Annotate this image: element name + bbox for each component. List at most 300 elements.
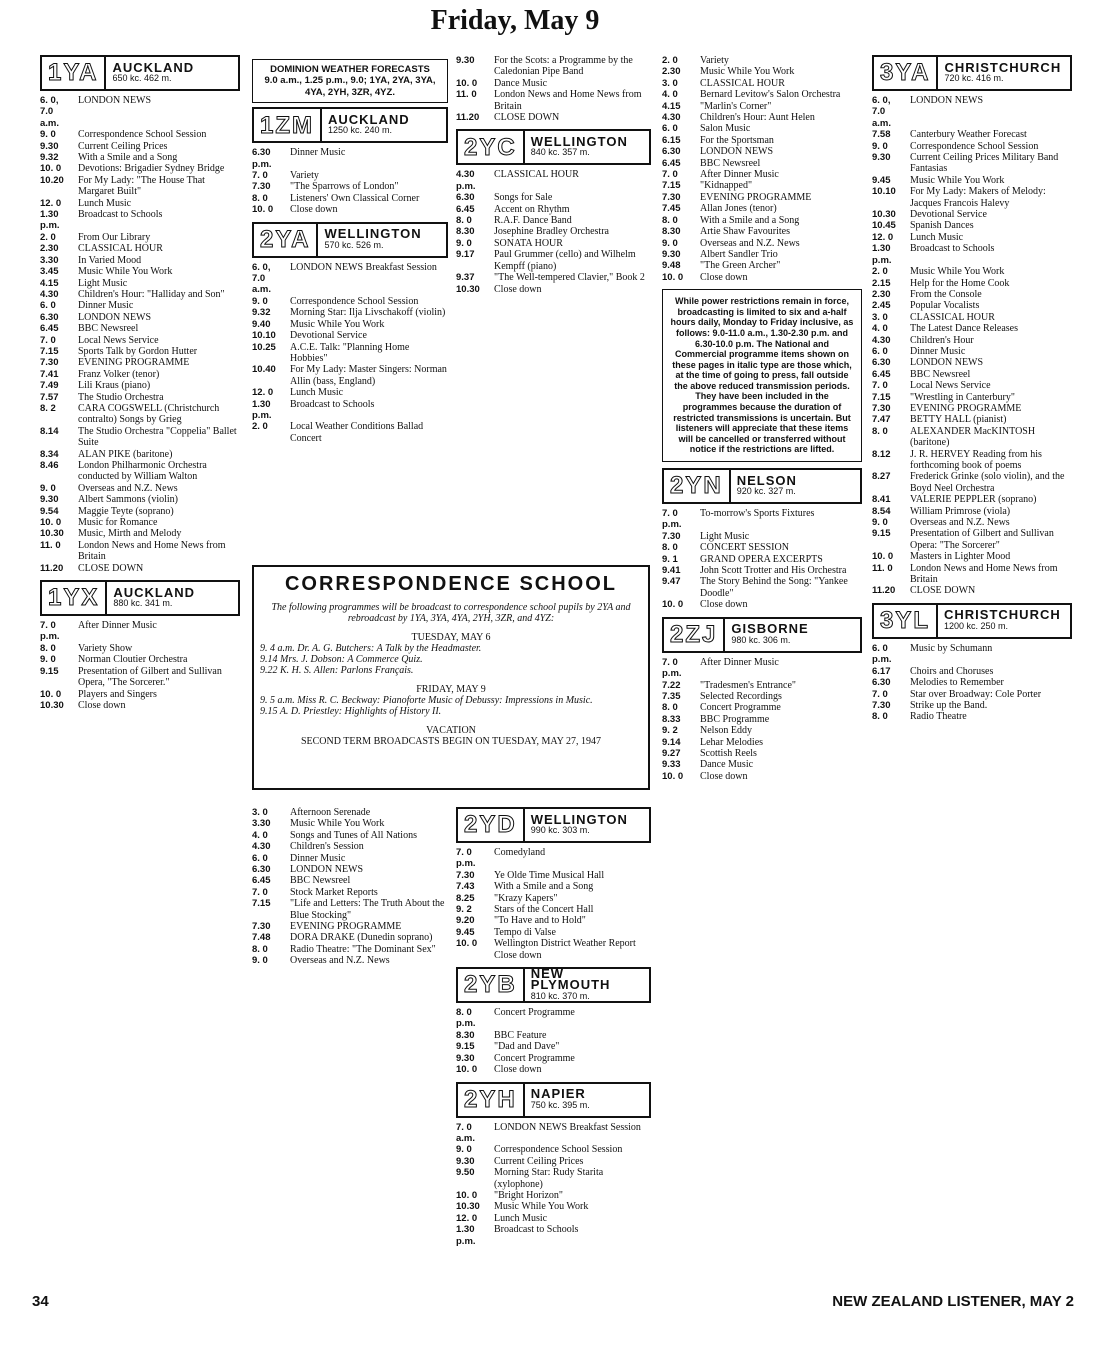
program-time: 7. 0 <box>252 170 268 182</box>
program-item <box>252 944 448 955</box>
program-item <box>40 141 240 152</box>
program-time: 9.45 <box>872 174 891 186</box>
station-call: 2YD <box>458 809 525 841</box>
station-logo-2yb <box>456 967 651 1003</box>
program-title: Players and Singers <box>78 688 157 700</box>
program-time: 8.41 <box>872 494 891 506</box>
program-time: 2.30 <box>872 288 891 300</box>
station-city: GISBORNE <box>731 621 809 637</box>
program-item <box>662 169 862 180</box>
program-item <box>662 542 862 553</box>
program-time: 4.30 <box>40 288 59 300</box>
program-time: 1.30 p.m. <box>456 1224 476 1247</box>
program-item <box>662 238 862 249</box>
program-item <box>872 551 1072 562</box>
program-title: Radio Theatre <box>910 711 967 723</box>
program-time: 2. 0 <box>872 266 888 278</box>
program-title: Albert Sandler Trio <box>700 248 778 260</box>
program-item <box>252 853 448 864</box>
program-time: 6. 0 <box>40 300 56 312</box>
program-time: 6.45 <box>872 368 891 380</box>
program-list-2yc-cont <box>662 55 862 283</box>
program-title: After Dinner Music <box>700 656 779 668</box>
program-page <box>40 55 1072 1305</box>
station-frequency: 840 kc. 357 m. <box>530 147 590 158</box>
program-time: 9.14 <box>662 736 681 748</box>
program-item <box>662 554 862 565</box>
program-time: 12. 0 <box>40 197 62 209</box>
program-title: Dinner Music <box>910 345 966 357</box>
program-title: CONCERT SESSION <box>700 542 789 554</box>
station-logo-3ya <box>872 55 1072 91</box>
program-time: 9.40 <box>252 318 271 330</box>
program-title: Close down <box>494 1064 542 1076</box>
correspondence-second-term: SECOND TERM BROADCASTS BEGIN ON TUESDAY, MAY 27, 1947 <box>300 736 602 747</box>
program-item <box>456 249 651 272</box>
program-title: Star over Broadway: Cole Porter <box>910 688 1042 700</box>
program-title: Albert Sammons (violin) <box>78 494 178 506</box>
program-item <box>40 369 240 380</box>
program-item <box>456 893 651 904</box>
program-time: 3. 0 <box>662 77 678 89</box>
station-frequency: 980 kc. 306 m. <box>731 634 791 645</box>
program-time: 4.15 <box>662 100 681 112</box>
program-item <box>872 517 1072 528</box>
program-title: J. R. HERVEY Reading from his forthcoming book of poems <box>910 448 1042 471</box>
program-title: Paul Grummer (cello) and Wilhelm Kempff (piano) <box>494 249 636 272</box>
program-time: 6.30 <box>456 192 475 204</box>
program-time: 10. 0 <box>662 599 684 611</box>
program-title: Concert Programme <box>494 1007 575 1019</box>
program-title: Close down <box>290 204 338 216</box>
program-title: Lunch Music <box>494 1212 548 1224</box>
program-time: 8. 0 <box>662 542 678 554</box>
program-title: CARA COGSWELL (Christchurch contralto) Songs by Grieg <box>78 402 220 426</box>
program-item <box>40 403 240 426</box>
program-time: 7.30 <box>872 402 891 414</box>
program-time: 8. 0 <box>662 702 678 714</box>
program-time: 6. 0 <box>252 852 268 864</box>
program-item <box>662 272 862 283</box>
program-item <box>252 296 448 307</box>
program-list-2yb <box>456 1007 651 1075</box>
program-time: 9.30 <box>872 152 891 164</box>
station-logo-1zm <box>252 107 448 143</box>
program-time: 1.30 p.m. <box>252 398 272 421</box>
program-item <box>872 528 1072 551</box>
program-item <box>252 399 448 422</box>
program-title: Current Ceiling Prices Military Band Fantasias <box>910 152 1059 175</box>
program-item <box>40 380 240 391</box>
program-title: Variety <box>290 170 319 182</box>
program-time: 7. 0 <box>872 688 888 700</box>
program-title: Accent on Rhythm <box>494 203 570 215</box>
program-item <box>456 870 651 881</box>
program-time: 1.30 p.m. <box>872 243 892 266</box>
program-item <box>456 915 651 926</box>
program-item <box>456 192 651 203</box>
program-title: The Latest Dance Releases <box>910 323 1019 335</box>
correspondence-tuesday-item: 9.22 K. H. S. Allen: Parlons Français. <box>260 665 414 676</box>
program-time: 7.30 <box>872 699 891 711</box>
program-item <box>872 323 1072 334</box>
program-time: 10. 0 <box>40 517 62 529</box>
program-title: Music While You Work <box>700 66 795 78</box>
program-item <box>40 95 240 129</box>
program-title: After Dinner Music <box>700 169 779 181</box>
program-time: 8.54 <box>872 505 891 517</box>
program-title: Allan Jones (tenor) <box>700 203 777 215</box>
program-title: After Dinner Music <box>78 620 157 632</box>
column-5 <box>872 55 1072 723</box>
program-title: Dance Music <box>494 77 548 89</box>
station-city: WELLINGTON <box>324 226 422 242</box>
program-time: 6.45 <box>456 203 475 215</box>
program-list-2yd <box>456 847 651 961</box>
program-item <box>40 528 240 539</box>
program-title: Comedyland <box>494 847 546 858</box>
program-time: 11. 0 <box>456 89 477 101</box>
program-time: 7.43 <box>456 881 475 893</box>
program-time: 2. 0 <box>252 421 268 433</box>
program-item <box>662 89 862 100</box>
program-title: Music While You Work <box>910 266 1005 278</box>
program-title: For My Lady: Master Singers: Norman Allin (bass, England) <box>290 364 447 387</box>
correspondence-tuesday: TUESDAY, MAY 6 <box>411 632 491 643</box>
program-time: 4. 0 <box>662 89 678 101</box>
program-title: DORA DRAKE (Dunedin soprano) <box>290 932 433 944</box>
program-time: 7.22 <box>662 679 681 691</box>
program-item <box>252 204 448 215</box>
program-title: Morning Star: Rudy Starita (xylophone) <box>494 1167 604 1190</box>
program-time: 3.30 <box>252 818 271 830</box>
program-title: Children's Hour <box>910 334 974 346</box>
program-item <box>662 691 862 702</box>
program-item <box>40 198 240 209</box>
program-time: 7.15 <box>662 180 681 192</box>
program-time: 9.30 <box>40 494 59 506</box>
program-item <box>662 112 862 123</box>
program-time: 4.30 <box>662 112 681 124</box>
program-title: Local News Service <box>78 334 159 346</box>
program-item <box>252 841 448 852</box>
station-call: 2YB <box>458 969 525 1001</box>
program-item <box>872 449 1072 472</box>
program-time: 2. 0 <box>662 55 678 66</box>
program-title: Popular Vocalists <box>910 300 980 312</box>
program-title: EVENING PROGRAMME <box>290 921 402 933</box>
program-title: Dinner Music <box>290 852 346 864</box>
program-title: CLOSE DOWN <box>494 112 560 124</box>
program-title: From Our Library <box>78 231 151 243</box>
program-item <box>40 449 240 460</box>
program-item <box>40 209 240 232</box>
station-city: CHRISTCHURCH <box>944 607 1061 623</box>
station-city: NAPIER <box>530 1086 586 1102</box>
program-title: Local News Service <box>910 380 991 392</box>
column-1 <box>40 55 240 711</box>
program-item <box>40 494 240 505</box>
program-time: 7. 0 <box>252 886 268 898</box>
program-item <box>252 898 448 921</box>
program-title: Broadcast to Schools <box>290 398 375 410</box>
program-title: LONDON NEWS <box>700 146 774 158</box>
program-item <box>40 243 240 254</box>
correspondence-school-box <box>252 565 650 790</box>
program-item <box>872 220 1072 231</box>
program-item <box>252 807 448 818</box>
program-item <box>872 175 1072 186</box>
program-title: GRAND OPERA EXCERPTS <box>700 553 823 565</box>
program-time: 12. 0 <box>456 1212 478 1224</box>
program-time: 2.30 <box>662 66 681 78</box>
program-title: John Scott Trotter and His Orchestra <box>700 565 847 577</box>
program-title: Music While You Work <box>494 1201 589 1213</box>
program-time: 7.30 <box>252 921 271 933</box>
program-title: BBC Feature <box>494 1029 547 1041</box>
program-time: 7.57 <box>40 391 59 403</box>
program-time: 9. 0 <box>872 517 888 529</box>
program-time: 7. 0 p.m. <box>456 847 476 870</box>
program-time: 9.33 <box>662 759 681 771</box>
program-title: EVENING PROGRAMME <box>700 191 812 203</box>
program-item <box>40 392 240 403</box>
program-item <box>456 938 651 961</box>
program-item <box>662 158 862 169</box>
station-city: NELSON <box>736 472 797 488</box>
program-time: 11.20 <box>872 585 896 597</box>
station-call: 2ZJ <box>664 619 725 651</box>
page-number: 34 <box>32 1293 49 1310</box>
program-item <box>252 875 448 886</box>
program-time: 9.32 <box>252 307 271 319</box>
program-item <box>662 101 862 112</box>
program-item <box>40 346 240 357</box>
program-title: Music by Schumann <box>910 642 993 654</box>
station-call: 2YC <box>458 131 525 163</box>
program-time: 9. 0 <box>252 295 268 307</box>
program-title: "Marlin's Corner" <box>700 100 772 112</box>
program-time: 9.17 <box>456 249 475 261</box>
program-time: 8. 2 <box>40 402 56 414</box>
program-title: Help for the Home Cook <box>910 277 1010 289</box>
correspondence-friday-item: 9.15 A. D. Priestley: Highlights of History II. <box>260 706 442 717</box>
program-time: 8. 0 <box>456 215 472 227</box>
program-title: For My Lady: "The House That Margaret Built" <box>78 174 205 198</box>
station-logo-3yl <box>872 603 1072 639</box>
program-title: BBC Programme <box>700 713 770 725</box>
program-title: Lunch Music <box>290 387 344 399</box>
program-title: Correspondence School Session <box>78 129 207 141</box>
program-title: Light Music <box>78 277 128 289</box>
program-item <box>456 215 651 226</box>
program-list-3ya <box>872 95 1072 597</box>
station-city: AUCKLAND <box>328 111 410 127</box>
program-time: 10. 0 <box>252 204 274 216</box>
program-time: 10. 0 <box>872 551 894 563</box>
program-title: Bernard Levitow's Salon Orchestra <box>700 89 841 101</box>
program-title: Correspondence School Session <box>290 295 419 307</box>
program-time: 9.30 <box>662 248 681 260</box>
correspondence-friday: FRIDAY, MAY 9 <box>416 684 486 695</box>
program-item <box>662 55 862 66</box>
program-title: BETTY HALL (pianist) <box>910 414 1007 426</box>
program-time: 7.30 <box>252 181 271 193</box>
program-time: 8.27 <box>872 471 891 483</box>
program-item <box>456 1030 651 1041</box>
program-time: 7.35 <box>662 690 681 702</box>
program-title: Overseas and N.Z. News <box>78 482 178 494</box>
program-item <box>872 300 1072 311</box>
program-item <box>456 78 651 89</box>
program-item <box>252 921 448 932</box>
program-item <box>872 95 1072 129</box>
program-title: ALAN PIKE (baritone) <box>78 448 173 460</box>
program-title: "Wrestling in Canterbury" <box>910 391 1015 403</box>
program-title: SONATA HOUR <box>494 237 563 249</box>
program-title: Dance Music <box>700 759 754 771</box>
program-title: LONDON NEWS <box>78 95 152 106</box>
program-title: Children's Hour: Aunt Helen <box>700 112 815 124</box>
program-title: Overseas and N.Z. News <box>290 955 390 967</box>
program-title: Choirs and Choruses <box>910 665 994 677</box>
program-title: Close down <box>78 699 126 711</box>
program-title: Dinner Music <box>290 147 346 159</box>
program-time: 7.15 <box>40 345 59 357</box>
program-item <box>252 387 448 398</box>
program-item <box>872 346 1072 357</box>
program-title: Stock Market Reports <box>290 886 378 898</box>
program-item <box>40 700 240 711</box>
program-time: 8.30 <box>456 1029 475 1041</box>
program-item <box>40 620 240 643</box>
program-item <box>456 904 651 915</box>
program-item <box>872 426 1072 449</box>
program-item <box>456 1156 651 1167</box>
program-title: Close down <box>494 283 542 295</box>
station-call: 1YX <box>42 582 107 614</box>
station-frequency: 650 kc. 462 m. <box>112 73 172 83</box>
program-item <box>40 540 240 563</box>
program-time: 12. 0 <box>252 387 274 399</box>
program-item <box>252 330 448 341</box>
program-title: Afternoon Serenade <box>290 807 371 818</box>
station-logo-2ya <box>252 222 448 258</box>
program-title: London News and Home News from Britain <box>910 562 1058 586</box>
program-title: VALERIE PEPPLER (soprano) <box>910 494 1037 506</box>
program-list-2zj <box>662 657 862 782</box>
program-title: Melodies to Remember <box>910 677 1004 689</box>
program-title: Children's Session <box>290 841 364 853</box>
program-item <box>456 89 651 112</box>
program-title: CLOSE DOWN <box>78 562 144 574</box>
program-title: Music, Mirth and Melody <box>78 528 182 540</box>
program-time: 4. 0 <box>252 829 268 841</box>
program-title: Listeners' Own Classical Corner <box>290 192 420 204</box>
program-item <box>40 506 240 517</box>
program-item <box>662 759 862 770</box>
program-item <box>252 342 448 365</box>
program-title: Variety Show <box>78 642 133 654</box>
program-title: "To Have and to Hold" <box>494 915 586 927</box>
program-title: Wellington District Weather Report Close down <box>494 938 636 961</box>
program-title: Children's Hour: "Halliday and Son" <box>78 288 225 300</box>
station-frequency: 1200 kc. 250 m. <box>944 620 1009 631</box>
program-title: LONDON NEWS <box>910 357 984 369</box>
program-item <box>456 272 651 283</box>
column-3 <box>456 55 651 1247</box>
program-title: CLASSICAL HOUR <box>494 169 579 181</box>
program-list-1ya <box>40 95 240 574</box>
program-item <box>662 725 862 736</box>
station-city: WELLINGTON <box>530 811 628 827</box>
program-title: CLASSICAL HOUR <box>78 243 163 255</box>
correspondence-vacation: VACATION <box>426 725 476 736</box>
program-time: 6.30 <box>872 357 891 369</box>
program-item <box>252 364 448 387</box>
program-time: 10. 0 <box>662 271 684 283</box>
correspondence-friday-item: 9. 5 a.m. Miss R. C. Beckway: Pianoforte Music of Debussy: Impressions in Music. <box>260 695 593 706</box>
program-time: 9. 0 <box>40 129 56 141</box>
program-time: 7.30 <box>456 869 475 881</box>
program-time: 8.30 <box>662 226 681 238</box>
program-time: 9. 2 <box>456 904 472 916</box>
program-title: LONDON NEWS Breakfast Session <box>290 261 437 273</box>
program-item <box>40 357 240 368</box>
station-logo-2yn <box>662 468 862 504</box>
program-time: 10. 0 <box>40 163 62 175</box>
program-item <box>872 700 1072 711</box>
station-logo-2yc <box>456 129 651 165</box>
program-title: For the Scots: a Programme by the Caledonian Pipe Band <box>494 55 633 78</box>
program-time: 8. 0 <box>40 642 56 654</box>
station-frequency: 720 kc. 416 m. <box>944 73 1004 83</box>
program-title: "Krazy Kapers" <box>494 892 558 904</box>
program-title: LONDON NEWS <box>290 864 364 876</box>
program-title: Presentation of Gilbert and Sullivan Opera, "The Sorcerer." <box>78 665 222 689</box>
program-title: "Dad and Dave" <box>494 1041 560 1053</box>
program-title: "Tradesmen's Entrance" <box>700 679 796 691</box>
program-item <box>252 147 448 170</box>
program-title: Music While You Work <box>910 174 1005 186</box>
program-time: 2.30 <box>40 243 59 255</box>
program-title: Spanish Dances <box>910 220 974 232</box>
program-time: 7. 0 <box>40 334 56 346</box>
program-item <box>456 881 651 892</box>
program-time: 6.30 <box>40 311 59 323</box>
station-call: 1YA <box>42 57 106 89</box>
program-item <box>456 1053 651 1064</box>
program-item <box>662 702 862 713</box>
power-restrictions-note: While power restrictions remain in force, broadcasting is limited to six and a-half hours daily, Monday to Friday inclusive, as follows: 9.0-11.0 a.m., 1.30-2.30 p.m. and 6.30-10.0 p.m. The National and Commercial programme items shown on these pages in italic type are those which, at the time of going to press, fall outside the above reduced transmission periods. They have been included in the programmes because the duration of restricted transmissions is uncertain. But listeners will appreciate that these items will be cancelled or transferred without notice if the restrictions are lifted. <box>662 289 862 462</box>
program-time: 4.30 p.m. <box>456 169 476 192</box>
program-item <box>872 243 1072 266</box>
program-item <box>872 278 1072 289</box>
program-item <box>456 1007 651 1030</box>
correspondence-tuesday-item: 9. 4 a.m. Dr. A. G. Butchers: A Talk by the Headmaster. <box>260 643 482 654</box>
weather-title: DOMINION WEATHER FORECASTS <box>270 64 430 75</box>
program-title: Close down <box>700 599 748 611</box>
program-title: Current Ceiling Prices <box>78 140 168 152</box>
program-item <box>872 585 1072 596</box>
program-list-2ya <box>252 262 448 445</box>
station-call: 1ZM <box>254 109 322 141</box>
program-time: 9.50 <box>456 1167 475 1179</box>
program-time: 10.30 <box>40 699 64 711</box>
program-time: 10.20 <box>40 174 64 186</box>
program-title: Overseas and N.Z. News <box>700 237 800 249</box>
station-call: 3YA <box>874 57 938 89</box>
